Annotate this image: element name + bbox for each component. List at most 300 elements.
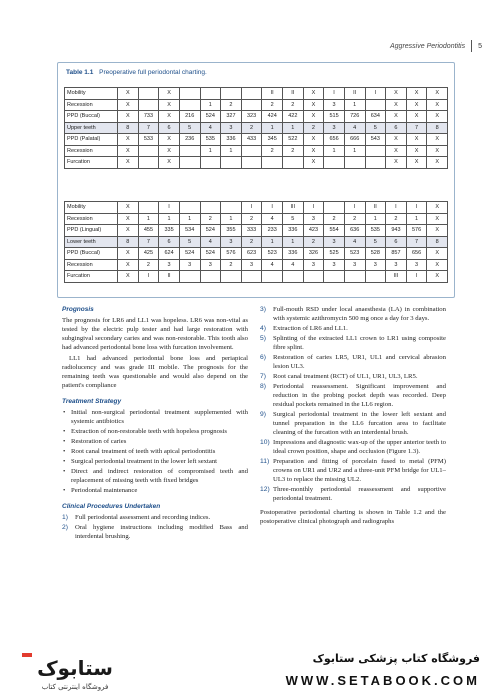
strategy-item: • Initial non-surgical periodontal treatment supplemented with systemic antibiotics [62,408,248,426]
chart-cell: X [118,225,139,237]
chart-cell: 1 [406,213,427,225]
chart-cell: 524 [200,111,221,123]
chart-cell: 336 [283,248,304,260]
row-label: Furcation [65,271,118,283]
chart-cell: 4 [283,259,304,271]
chart-cell: 3 [221,236,242,248]
procedure-item [260,334,446,352]
strategy-item: • Surgical periodontal treatment in the lower left sextant [62,457,248,466]
chart-cell: X [427,134,448,146]
chart-cell: 2 [283,99,304,111]
chart-row [65,111,448,123]
chart-cell: X [118,134,139,146]
chart-cell: 1 [138,213,159,225]
chart-cell: 666 [344,134,365,146]
chart-cell: X [427,111,448,123]
row-label: PPD (Buccal) [65,248,118,260]
chart-row [65,145,448,157]
chart-cell: I [138,271,159,283]
chart-cell: I [344,202,365,214]
strategy-item: • Periodontal maintenance [62,486,248,495]
chart-cell: 8 [427,122,448,134]
chart-cell: I [241,202,262,214]
chart-cell: X [118,88,139,100]
chart-cell: 335 [159,225,180,237]
chart-cell [221,202,242,214]
table-caption-text: Preoperative full periodontal charting. [99,69,207,76]
procedure-text: Full-mouth RSD under local anaesthesia (LA) in combination with systemic azithromycin 500 mg once a day for 3 days. [273,306,446,322]
chart-cell: 2 [221,99,242,111]
running-header [390,40,482,52]
chart-cell [179,271,200,283]
chart-cell: 636 [344,225,365,237]
chart-cell [324,271,345,283]
procedures-list-left [62,513,248,541]
chart-cell: 355 [221,225,242,237]
chart-cell: X [386,88,407,100]
chart-cell: 424 [262,111,283,123]
chart-cell: 2 [386,213,407,225]
chart-cell: X [427,248,448,260]
chart-cell [303,271,324,283]
chart-cell [241,145,262,157]
chart-row [65,134,448,146]
chart-cell: 1 [344,145,365,157]
chart-cell: 2 [241,236,262,248]
chart-cell: 1 [365,213,386,225]
procedure-number: 3) [260,306,266,313]
row-label: PPD (Lingual) [65,225,118,237]
procedure-number: 11) [260,458,270,465]
setabook-logo [20,647,120,693]
chart-cell: 3 [386,259,407,271]
procedure-text: Periodontal reassessment. Significant improvement and reduction in the probing pocket depth was recorded. Deep residual pockets remained in the LL6 region. [273,383,446,408]
prognosis-paragraph-2: LL1 had advanced periodontal bone loss and periapical radiolucency and was grade III mobile. The prognosis for the remaining teeth was questionable and would also depend on the patient's compliance [62,355,248,389]
chart-cell: 336 [283,225,304,237]
chart-cell: 656 [324,134,345,146]
procedure-item [260,324,446,333]
chart-cell: X [386,99,407,111]
chart-cell: X [427,225,448,237]
chart-cell: X [118,213,139,225]
procedure-number: 5) [260,335,266,342]
procedure-item [260,353,446,371]
procedure-text: Restoration of caries LR5, UR1, UL1 and cervical abrasion lesion UL3. [273,354,446,370]
procedure-item [260,382,446,409]
chart-cell: 534 [179,225,200,237]
charting-table-box [57,62,455,298]
chart-cell: 2 [344,213,365,225]
procedure-item [260,457,446,484]
procedure-text: Surgical periodontal treatment in the lower left sextant and tunnel preparation in the LL6 furcation area to facilitate cleaning of the furcation with an interdental brush. [273,411,446,436]
chart-cell: 2 [241,213,262,225]
chart-cell: X [118,111,139,123]
chart-cell: 1 [200,145,221,157]
chart-cell: 1 [283,236,304,248]
chart-cell: X [386,134,407,146]
chart-cell: II [159,271,180,283]
chart-cell: 216 [179,111,200,123]
chart-row [65,157,448,169]
chart-cell [179,202,200,214]
chart-cell: 1 [221,213,242,225]
chart-cell: II [262,88,283,100]
chart-cell: 1 [221,145,242,157]
closing-paragraph: Postoperative periodontal charting is shown in Table 1.2 and the postoperative clinical photograph and radiographs [260,509,446,525]
chart-cell: 333 [241,225,262,237]
chart-cell: II [283,88,304,100]
chart-cell: 7 [138,236,159,248]
chart-cell: 345 [262,134,283,146]
procedure-text: Root canal treatment (RCT) of UL1, UR1, UL3, LR5. [273,373,418,380]
chart-cell [221,271,242,283]
chart-cell: 528 [365,248,386,260]
chart-cell: 1 [200,99,221,111]
chart-cell [200,202,221,214]
chart-row [65,271,448,283]
chart-cell: 3 [159,259,180,271]
strategy-item: • Extraction of non-restorable teeth with hopeless prognosis [62,427,248,436]
procedure-text: Preparation and fitting of porcelain fused to metal (PFM) crowns on UR1 and UR2 and a three-unit PFM bridge for UL1–UL3 to replace the missing UL2. [273,458,446,483]
chart-cell: X [303,134,324,146]
chart-cell: 2 [262,145,283,157]
chart-cell: 4 [262,213,283,225]
chart-cell: 7 [138,122,159,134]
publisher-footer [0,640,500,700]
prognosis-paragraph-1: The prognosis for LR6 and LL1 was hopeless. LR6 was non-vital as tested by the electric pulp tester and had large restoration with subgingival secondary caries and was non-restorable. This tooth also had advanced periodontal bone loss with furcation involvement. [62,317,248,351]
chart-cell: X [427,157,448,169]
chart-cell [179,99,200,111]
chart-cell [344,157,365,169]
chart-cell: 3 [221,122,242,134]
header-divider [471,40,472,52]
procedure-text: Extraction of LR6 and LL1. [273,325,348,332]
chart-cell: 857 [386,248,407,260]
procedures-list-right [260,305,446,503]
chart-cell: II [365,202,386,214]
row-label: Recession [65,213,118,225]
chart-cell: 5 [365,122,386,134]
chart-cell: III [283,202,304,214]
chart-cell: 3 [179,259,200,271]
chart-cell: X [159,145,180,157]
chart-cell [262,271,283,283]
chart-cell: X [118,202,139,214]
page-number: 5 [478,42,482,50]
procedure-item [62,523,248,541]
procedure-text: Oral hygiene instructions including modified Bass and interdental brushing. [75,524,248,540]
store-title: فروشگاه کتاب پزشکی ستابوک [312,652,480,665]
chart-cell: 733 [138,111,159,123]
chart-cell: 455 [138,225,159,237]
chart-cell: 576 [406,225,427,237]
chart-cell: 524 [179,248,200,260]
row-label: PPD (Palatal) [65,134,118,146]
lower-charting-table [64,201,448,283]
chart-cell: 8 [118,122,139,134]
chart-cell [365,145,386,157]
chart-cell: X [303,99,324,111]
chart-cell: 1 [324,145,345,157]
chart-cell: 2 [241,122,262,134]
chart-cell: X [386,157,407,169]
chart-row [65,99,448,111]
chart-cell: 943 [386,225,407,237]
chart-row [65,122,448,134]
chart-cell: X [406,99,427,111]
logo-accent-bar [22,653,32,657]
chart-cell: I [159,202,180,214]
chart-cell: I [406,202,427,214]
chart-cell: 634 [365,111,386,123]
chart-cell: 327 [221,111,242,123]
procedure-number: 2) [62,524,68,531]
chart-cell [138,157,159,169]
chart-cell [200,271,221,283]
chart-cell: I [324,88,345,100]
chart-cell: X [386,111,407,123]
chart-cell: 5 [179,122,200,134]
chart-cell: 233 [262,225,283,237]
chart-cell: 2 [303,122,324,134]
chart-cell: 6 [159,236,180,248]
chart-cell: X [427,99,448,111]
chart-cell: 3 [324,99,345,111]
chart-cell: 523 [262,248,283,260]
prognosis-heading: Prognosis [62,306,94,313]
chart-cell: X [118,99,139,111]
chart-cell: X [118,248,139,260]
chart-cell [179,88,200,100]
chart-cell: X [427,213,448,225]
chart-cell: 3 [324,122,345,134]
procedure-item [260,410,446,437]
chart-cell [138,88,159,100]
chart-cell [283,271,304,283]
chart-cell: X [303,157,324,169]
row-label: Mobility [65,88,118,100]
chart-cell: 1 [344,99,365,111]
chart-cell [324,202,345,214]
procedure-item [260,372,446,381]
strategy-item: • Direct and indirect restoration of compromised teeth and replacement of missing teeth with fixed bridges [62,467,248,485]
chart-cell: 2 [303,236,324,248]
right-column [260,305,446,528]
chart-cell: 5 [283,213,304,225]
chart-cell: 515 [324,111,345,123]
procedure-number: 12) [260,486,270,493]
chart-cell: 4 [344,122,365,134]
chart-cell: 2 [221,259,242,271]
chart-cell: 323 [241,111,262,123]
chart-cell [138,145,159,157]
chart-cell: X [406,145,427,157]
chart-cell: X [406,88,427,100]
chart-cell: X [303,111,324,123]
chart-cell [138,202,159,214]
chart-cell [179,145,200,157]
chart-row [65,225,448,237]
chart-cell: 1 [262,122,283,134]
chart-cell: I [406,271,427,283]
strategy-list [62,408,248,495]
chart-cell: X [159,99,180,111]
chart-cell: 5 [365,236,386,248]
chart-cell: 524 [200,248,221,260]
procedure-number: 10) [260,439,270,446]
strategy-item: • Restoration of caries [62,437,248,446]
chart-cell [179,157,200,169]
procedure-item [62,513,248,522]
procedure-item [260,438,446,456]
chart-cell [283,157,304,169]
chart-cell: 523 [344,248,365,260]
chart-cell: III [386,271,407,283]
chart-cell: X [303,145,324,157]
chart-cell: X [118,259,139,271]
chart-cell: 6 [386,236,407,248]
chart-cell: I [386,202,407,214]
chart-cell: 533 [138,134,159,146]
chart-cell: 1 [262,236,283,248]
chart-cell [241,271,262,283]
chart-cell: 3 [344,259,365,271]
chart-cell [138,99,159,111]
store-url[interactable]: WWW.SETABOOK.COM [285,673,480,688]
chart-cell: X [386,145,407,157]
procedure-number: 7) [260,373,266,380]
procedure-number: 8) [260,383,266,390]
row-label: Mobility [65,202,118,214]
chart-cell: 423 [303,225,324,237]
chart-cell [365,99,386,111]
chart-row [65,202,448,214]
chart-cell: 326 [303,248,324,260]
procedure-number: 9) [260,411,266,418]
chart-cell [221,157,242,169]
procedure-text: Three-monthly periodontal reassessment and supportive periodontal treatment. [273,486,446,502]
chart-cell: 3 [365,259,386,271]
chart-cell: 336 [221,134,242,146]
chart-cell: 4 [344,236,365,248]
chart-cell: II [344,88,365,100]
chart-cell [262,157,283,169]
chart-cell: 4 [200,236,221,248]
chart-cell: X [159,134,180,146]
logo-wordmark: ستابوک [37,656,113,680]
chart-cell: X [159,157,180,169]
row-label: Upper teeth [65,122,118,134]
procedure-number: 6) [260,354,266,361]
chart-cell: I [303,202,324,214]
chart-row [65,88,448,100]
row-label: Furcation [65,157,118,169]
chart-cell: 2 [200,213,221,225]
row-label: PPD (Buccal) [65,111,118,123]
chart-cell: 1 [283,122,304,134]
chart-cell [365,157,386,169]
procedures-heading: Clinical Procedures Undertaken [62,503,161,510]
chart-cell: 3 [241,259,262,271]
chart-cell: X [427,88,448,100]
chart-row [65,259,448,271]
chart-cell: I [365,88,386,100]
strategy-item: • Root canal treatment of teeth with apical periodontitis [62,447,248,456]
chart-cell: X [427,202,448,214]
chart-row [65,213,448,225]
chart-cell: 4 [262,259,283,271]
table-caption [66,69,207,76]
chart-cell: X [159,111,180,123]
chart-cell: X [406,134,427,146]
chart-cell: 6 [386,122,407,134]
chart-cell [324,157,345,169]
chart-row [65,236,448,248]
chart-cell: 656 [406,248,427,260]
chart-cell: X [118,157,139,169]
chart-cell: X [427,271,448,283]
row-label: Lower teeth [65,236,118,248]
chart-cell: 4 [200,122,221,134]
procedure-text: Impressions and diagnostic wax-up of the upper anterior teeth to ideal crown position, shape and occlusion (Figure 1.3). [273,439,446,455]
chart-cell: 2 [138,259,159,271]
chart-cell: I [262,202,283,214]
left-column [62,305,248,542]
chart-cell: 1 [179,213,200,225]
chart-cell: 3 [324,259,345,271]
chart-cell: 7 [406,122,427,134]
chart-cell: 3 [406,259,427,271]
chart-cell: 3 [303,259,324,271]
chart-cell: 3 [324,236,345,248]
chart-cell: 8 [118,236,139,248]
chart-cell: 7 [406,236,427,248]
chart-cell: X [159,88,180,100]
procedure-number: 1) [62,514,68,521]
chart-cell: 2 [324,213,345,225]
chart-cell [241,157,262,169]
chart-cell: 543 [365,134,386,146]
chart-cell [221,88,242,100]
chart-cell: 524 [200,225,221,237]
table-label: Table 1.1 [66,69,94,76]
chart-cell [241,99,262,111]
chart-cell: 236 [179,134,200,146]
logo-subtext: فروشگاه اینترنتی کتاب [41,683,109,691]
chart-cell [241,88,262,100]
chart-cell: 6 [159,122,180,134]
row-label: Recession [65,259,118,271]
chart-cell: 535 [200,134,221,146]
chart-cell: X [118,145,139,157]
chart-cell: 5 [179,236,200,248]
chart-cell: 433 [241,134,262,146]
chart-cell [200,88,221,100]
row-label: Recession [65,99,118,111]
procedure-item [260,485,446,503]
chart-cell [365,271,386,283]
chart-cell: 576 [221,248,242,260]
procedure-number: 4) [260,325,266,332]
upper-charting-table [64,87,448,169]
chart-cell: X [427,259,448,271]
procedure-text: Splinting of the extracted LL1 crown to LR1 using composite fibre splint. [273,335,446,351]
chart-cell: 2 [283,145,304,157]
row-label: Recession [65,145,118,157]
chart-cell: 535 [365,225,386,237]
chart-cell [200,157,221,169]
chart-cell: 3 [303,213,324,225]
